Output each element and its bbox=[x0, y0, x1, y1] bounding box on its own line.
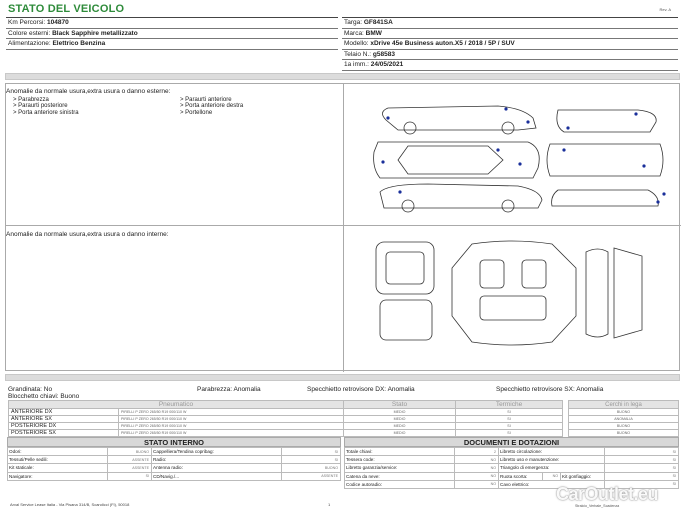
tyre-position: POSTERIORE DX bbox=[9, 423, 119, 430]
vehicle-info-left bbox=[6, 17, 338, 70]
tyre-description: PIRELLI P ZERO 265/50 R19 000/110 W bbox=[119, 423, 344, 430]
watermark-logo: CarOutlet.eu bbox=[556, 484, 659, 504]
table-row: Odori: BUONO Cappelliera/Tendina copribag: SI bbox=[8, 448, 341, 456]
tyres-header-pneumatico: Pneumatico bbox=[9, 401, 344, 409]
vehicle-field-alimentazione: Alimentazione: Elettrico Benzina bbox=[6, 39, 338, 50]
tyre-state: MEDIO bbox=[344, 416, 456, 423]
vehicle-field-targa: Targa: GF841SA bbox=[342, 18, 678, 29]
revision-label: Rev. A bbox=[659, 7, 671, 12]
exterior-damage-title: Anomalie da normale usura,extra usura o danno esterne: bbox=[6, 88, 171, 95]
table-row bbox=[9, 430, 563, 437]
vehicle-info-right bbox=[342, 17, 678, 70]
table-row: Tessuti/Pelle sedili: ASSENTE Radio: SI bbox=[8, 456, 341, 464]
table-row bbox=[9, 423, 563, 430]
status-parabrezza: Parabrezza: Anomalia bbox=[197, 386, 261, 393]
vehicle-field-colore: Colore esterni: Black Sapphire metallizzato bbox=[6, 29, 338, 40]
divider bbox=[6, 225, 681, 226]
vehicle-field-immatricolazione: 1a imm.: 24/05/2021 bbox=[342, 60, 678, 71]
rim-state: BUONO bbox=[569, 423, 679, 430]
vehicle-field-modello: Modello: xDrive 45e Business auton.X5 / 2018 / 5P / SUV bbox=[342, 39, 678, 50]
tyres-header-stato: Stato bbox=[344, 401, 456, 409]
tyre-position: ANTERIORE SX bbox=[9, 416, 119, 423]
car-exterior-diagram bbox=[368, 100, 668, 215]
tyre-state: MEDIO bbox=[344, 430, 456, 437]
table-row bbox=[9, 416, 563, 423]
status-specchietto-dx: Specchietto retrovisore DX: Anomalia bbox=[307, 386, 415, 393]
vehicle-field-telaio: Telaio N.: g58583 bbox=[342, 50, 678, 61]
car-interior-diagram bbox=[372, 238, 647, 348]
rims-header: Cerchi in lega bbox=[569, 401, 679, 409]
exterior-damage-list-1 bbox=[13, 97, 79, 116]
list-item: > Portellone bbox=[180, 109, 213, 116]
table-row: Navigatore: SI CD/Navig./... ASSENTE bbox=[8, 472, 341, 480]
vehicle-field-marca: Marca: BMW bbox=[342, 29, 678, 40]
table-row: Codice autoradio: NO Cavo elettrico: SI bbox=[345, 480, 679, 488]
table-row: Tessera code: NO Libretto uso e manutenzione: SI bbox=[345, 456, 679, 464]
docs-section-title: DOCUMENTI E DOTAZIONI bbox=[344, 437, 679, 447]
interior-damage-title: Anomalie da normale usura,extra usura o danno interne: bbox=[6, 231, 169, 238]
page-title: STATO DEL VEICOLO bbox=[8, 3, 125, 15]
tyre-winter: SI bbox=[456, 416, 563, 423]
docs-table bbox=[344, 447, 679, 489]
tyre-description: PIRELLI P ZERO 265/50 R19 000/110 W bbox=[119, 416, 344, 423]
tyre-position: ANTERIORE DX bbox=[9, 409, 119, 416]
footer-company: Arval Service Lease Italia - Via Pisana 314/B, Scandicci (FI), 50018 bbox=[10, 502, 130, 507]
tyre-winter: SI bbox=[456, 409, 563, 416]
table-row bbox=[9, 409, 563, 416]
interior-section-title: STATO INTERNO bbox=[7, 437, 341, 447]
list-item: > Paraurti posteriore bbox=[13, 103, 68, 110]
tyre-position: POSTERIORE SX bbox=[9, 430, 119, 437]
list-item: > Paraurti anteriore bbox=[180, 97, 232, 103]
footer-code: Stralcio_Verbale_Scadenza bbox=[575, 504, 620, 508]
tyre-state: MEDIO bbox=[344, 423, 456, 430]
page-number: 1 bbox=[328, 502, 331, 507]
table-row: Libretto garanzia/service: NO Triangolo di emergenza: SI bbox=[345, 464, 679, 472]
tyres-table bbox=[8, 400, 563, 437]
tyre-winter: SI bbox=[456, 423, 563, 430]
section-band-middle bbox=[5, 374, 680, 381]
table-row: Catena da neve: NO Ruota scorta: NO Kit gonfiaggio: SI bbox=[345, 472, 679, 480]
tyre-winter: SI bbox=[456, 430, 563, 437]
status-blocchetto: Blocchetto chiavi: Buono bbox=[8, 393, 80, 400]
vehicle-field-km: Km Percorsi: 104870 bbox=[6, 18, 338, 29]
exterior-damage-list-2 bbox=[180, 97, 243, 116]
section-band-top bbox=[5, 73, 680, 80]
rims-table bbox=[568, 400, 679, 437]
interior-table bbox=[7, 447, 341, 481]
list-item: > Parabrezza bbox=[13, 97, 49, 103]
tyres-header-termiche: Termiche bbox=[456, 401, 563, 409]
status-specchietto-sx: Specchietto retrovisore SX: Anomalia bbox=[496, 386, 604, 393]
tyre-state: MEDIO bbox=[344, 409, 456, 416]
status-grandinata: Grandinata: No bbox=[8, 386, 53, 393]
table-row: Kit staticale: ASSENTE Antenna radio: BUONO bbox=[8, 464, 341, 472]
rim-state: BUONO bbox=[569, 409, 679, 416]
list-item: > Porta anteriore destra bbox=[180, 103, 244, 110]
rim-state: ANOMALIA bbox=[569, 416, 679, 423]
rim-state: BUONO bbox=[569, 430, 679, 437]
divider bbox=[343, 84, 344, 372]
list-item: > Porta anteriore sinistra bbox=[13, 109, 79, 116]
tyre-description: PIRELLI P ZERO 265/50 R19 000/110 W bbox=[119, 409, 344, 416]
tyre-description: PIRELLI P ZERO 265/50 R19 000/110 W bbox=[119, 430, 344, 437]
table-row: Totale chiavi: 2 Libretto circolazione: SI bbox=[345, 448, 679, 456]
